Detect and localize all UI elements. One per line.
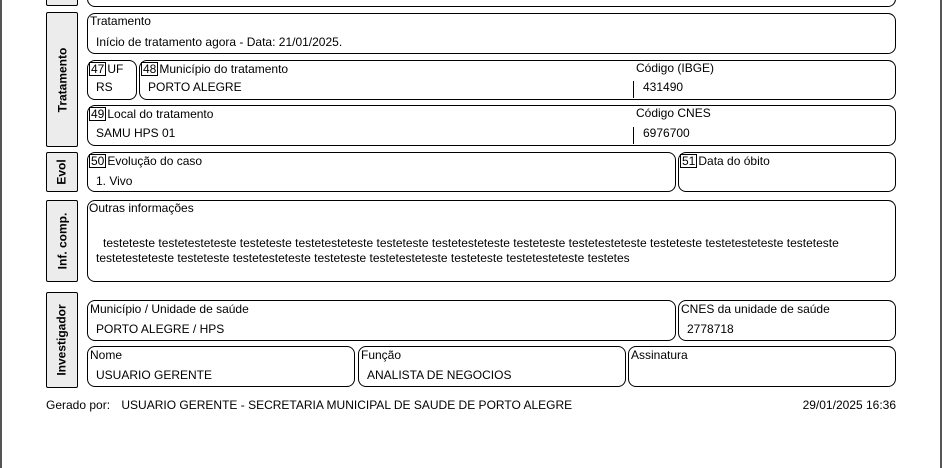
field-number-49: 49	[91, 107, 105, 121]
data-obito-field	[678, 152, 896, 192]
municipio-unidade-value: PORTO ALEGRE / HPS	[96, 322, 225, 336]
section-tab-tratamento	[46, 12, 78, 147]
municipio-tratamento-value: PORTO ALEGRE	[148, 80, 242, 94]
field-number-48: 48	[143, 62, 157, 76]
codigo-ibge-value: 431490	[643, 80, 684, 94]
local-tratamento-field	[87, 105, 896, 146]
footer-timestamp: 29/01/2025 16:36	[802, 398, 896, 412]
codigo-cnes-label: Código CNES	[636, 106, 711, 120]
municipio-unidade-field	[87, 300, 676, 341]
data-obito-label: Data do óbito	[698, 154, 770, 168]
funcao-label: Função	[361, 348, 402, 362]
municipio-tratamento-field	[139, 60, 896, 100]
nome-field	[87, 346, 355, 387]
uf-value: RS	[96, 80, 113, 94]
page-edge-left	[0, 0, 2, 468]
outras-informacoes-field	[87, 200, 896, 282]
field-divider	[633, 81, 634, 98]
tratamento-label: Tratamento	[90, 14, 151, 28]
field-number-51: 51	[682, 154, 696, 168]
section-title-investigador: Investigador	[55, 304, 70, 376]
previous-section-tab	[46, 0, 78, 6]
footer-generated-value: USUARIO GERENTE - SECRETARIA MUNICIPAL DE SAUDE DE PORTO ALEGRE	[121, 398, 573, 412]
previous-section-box	[87, 0, 896, 7]
assinatura-label: Assinatura	[631, 348, 688, 362]
evolucao-label: Evolução do caso	[107, 154, 203, 168]
cnes-unidade-field	[678, 300, 896, 341]
evolucao-field	[87, 152, 676, 192]
tratamento-field	[87, 13, 896, 54]
cnes-unidade-value: 2778718	[687, 322, 734, 336]
tratamento-value: Início de tratamento agora - Data: 21/01/2025.	[96, 35, 343, 49]
section-title-evol: Evol	[55, 159, 69, 185]
local-tratamento-label: Local do tratamento	[107, 107, 214, 121]
municipio-unidade-label: Município / Unidade de saúde	[90, 302, 249, 316]
outras-informacoes-value: testeteste testetesteteste testeteste testetesteteste testeteste testetesteteste testeteste testetesteteste testeteste testetesteteste testeteste testetesteteste testeteste testetesteteste testeteste testetesteteste testeteste testetesteteste testetes	[96, 236, 839, 265]
footer-generated-label: Gerado por:	[46, 398, 111, 412]
field-number-50: 50	[91, 154, 105, 168]
cnes-unidade-label: CNES da unidade de saúde	[681, 302, 830, 316]
section-tab-investigador	[46, 292, 78, 388]
nome-label: Nome	[90, 348, 123, 362]
uf-label: UF	[107, 62, 124, 76]
evolucao-value: 1. Vivo	[96, 174, 133, 188]
nome-value: USUARIO GERENTE	[96, 368, 213, 382]
codigo-cnes-value: 6976700	[643, 126, 690, 140]
footer-generated-by	[46, 398, 572, 412]
uf-field	[87, 60, 137, 100]
funcao-field	[358, 346, 626, 387]
field-number-47: 47	[91, 62, 105, 76]
section-title-inf-comp: Inf. comp.	[55, 212, 70, 270]
section-title-tratamento: Tratamento	[55, 47, 69, 112]
local-tratamento-value: SAMU HPS 01	[96, 126, 176, 140]
field-divider	[633, 127, 634, 144]
municipio-tratamento-label: Município do tratamento	[159, 62, 289, 76]
section-tab-evol	[46, 152, 78, 192]
section-tab-inf-comp	[46, 200, 78, 282]
outras-informacoes-label: Outras informações	[89, 201, 194, 215]
codigo-ibge-label: Código (IBGE)	[636, 61, 715, 75]
assinatura-field	[628, 346, 896, 387]
funcao-value: ANALISTA DE NEGOCIOS	[367, 368, 512, 382]
